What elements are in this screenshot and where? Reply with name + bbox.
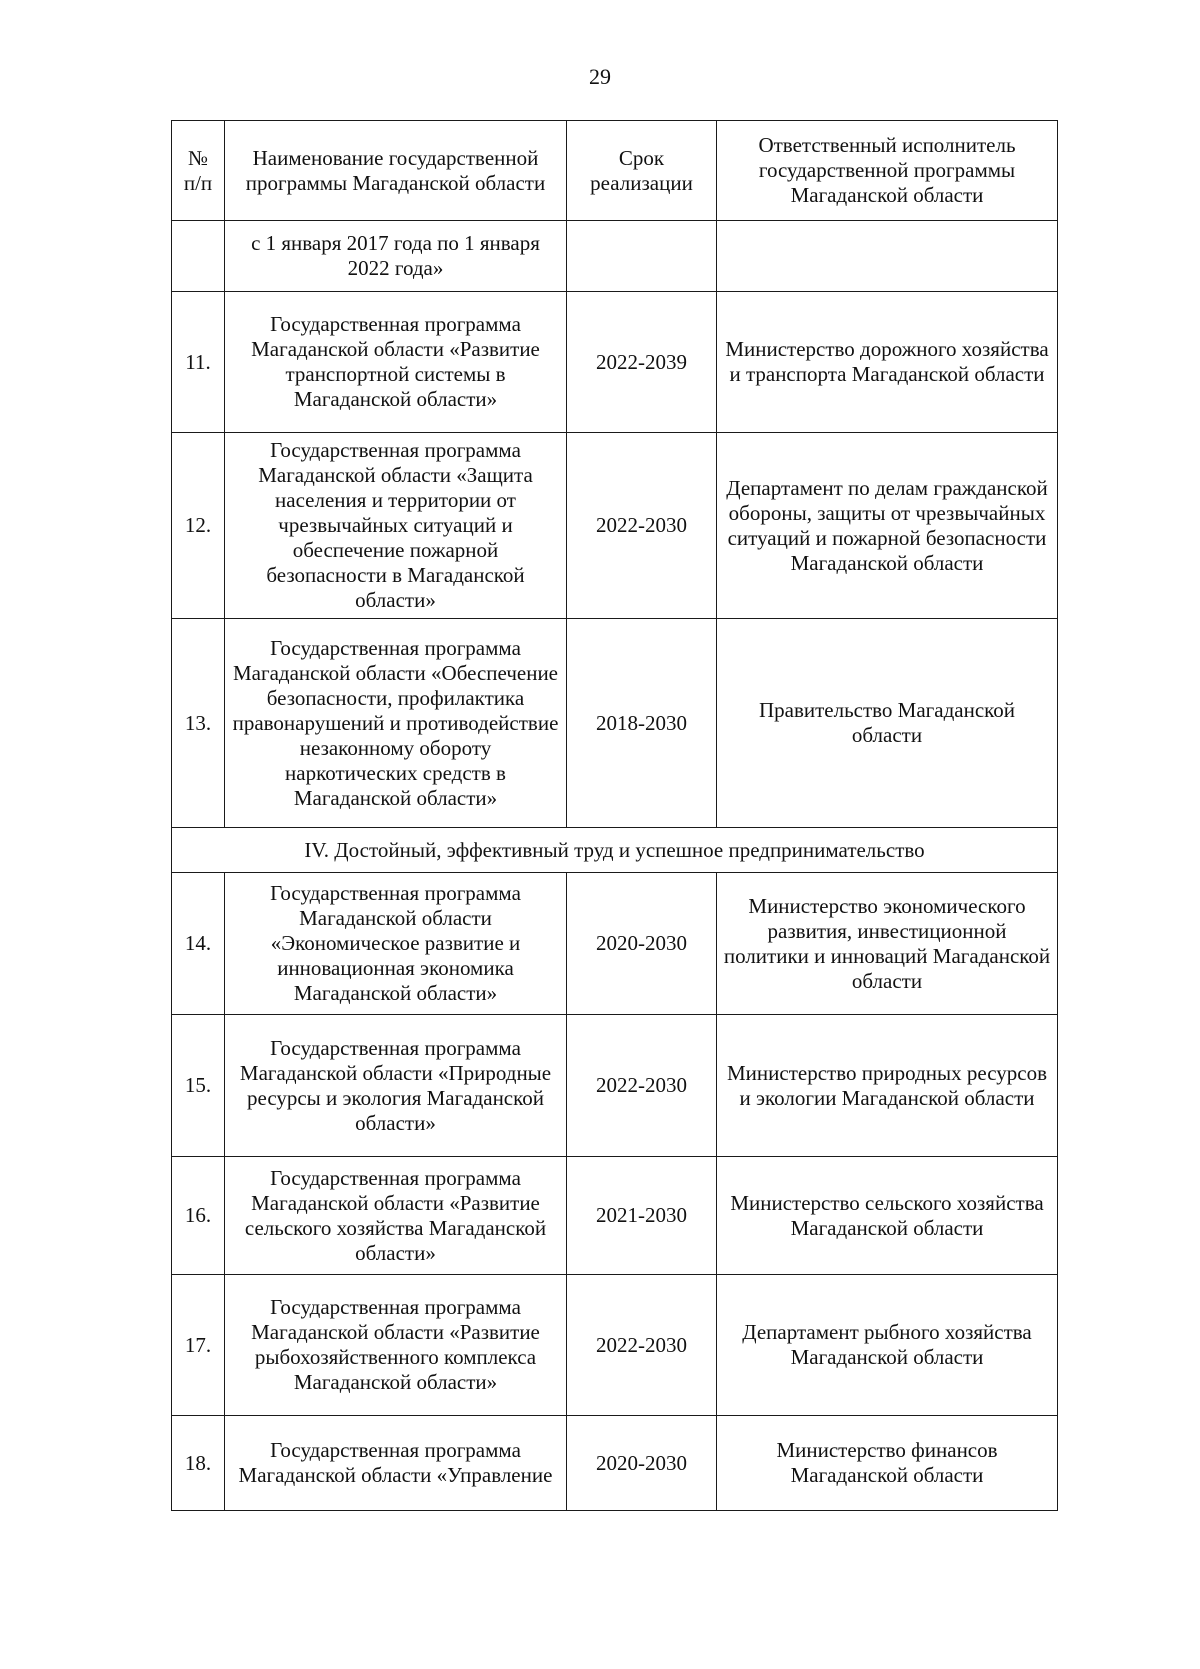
row-number: 17. (172, 1275, 225, 1416)
row-responsible: Департамент по делам гражданской обороны, защиты от чрезвычайных ситуаций и пожарной безопасности Магаданской области (717, 433, 1058, 619)
section-heading-row (172, 828, 1058, 873)
continuation-number-cell (172, 221, 225, 292)
row-responsible: Министерство дорожного хозяйства и транспорта Магаданской области (717, 292, 1058, 433)
row-program-name: Государственная программа Магаданской области «Обеспечение безопасности, профилактика правонарушений и противодействие незаконному обороту наркотических средств в Магаданской области» (225, 619, 567, 828)
header-responsible: Ответственный исполнитель государственной программы Магаданской области (717, 121, 1058, 221)
row-term: 2020-2030 (567, 1416, 717, 1511)
row-program-name: Государственная программа Магаданской области «Развитие сельского хозяйства Магаданской области» (225, 1157, 567, 1275)
row-program-name: Государственная программа Магаданской области «Защита населения и территории от чрезвычайных ситуаций и обеспечение пожарной безопасности в Магаданской области» (225, 433, 567, 619)
header-program-name: Наименование государственной программы Магаданской области (225, 121, 567, 221)
table-row (172, 1015, 1058, 1157)
continuation-term-cell (567, 221, 717, 292)
table-row (172, 1157, 1058, 1275)
row-responsible: Министерство природных ресурсов и экологии Магаданской области (717, 1015, 1058, 1157)
row-term: 2022-2030 (567, 1275, 717, 1416)
table-header-row (172, 121, 1058, 221)
page-number: 29 (589, 64, 611, 89)
row-responsible: Министерство сельского хозяйства Магаданской области (717, 1157, 1058, 1275)
row-program-name: Государственная программа Магаданской области «Управление (225, 1416, 567, 1511)
row-program-name: Государственная программа Магаданской области «Экономическое развитие и инновационная экономика Магаданской области» (225, 873, 567, 1015)
row-number: 13. (172, 619, 225, 828)
row-term: 2021-2030 (567, 1157, 717, 1275)
table-row (172, 619, 1058, 828)
row-term: 2020-2030 (567, 873, 717, 1015)
continuation-name-cell: с 1 января 2017 года по 1 января 2022 года» (225, 221, 567, 292)
continuation-responsible-cell (717, 221, 1058, 292)
row-number: 18. (172, 1416, 225, 1511)
row-number: 16. (172, 1157, 225, 1275)
programs-table (171, 120, 1058, 1511)
row-program-name: Государственная программа Магаданской области «Природные ресурсы и экология Магаданской области» (225, 1015, 567, 1157)
row-number: 12. (172, 433, 225, 619)
row-responsible: Департамент рыбного хозяйства Магаданской области (717, 1275, 1058, 1416)
row-term: 2022-2030 (567, 433, 717, 619)
row-responsible: Правительство Магаданской области (717, 619, 1058, 828)
header-term: Срок реализации (567, 121, 717, 221)
row-program-name: Государственная программа Магаданской области «Развитие рыбохозяйственного комплекса Магаданской области» (225, 1275, 567, 1416)
table-row (172, 1275, 1058, 1416)
row-program-name: Государственная программа Магаданской области «Развитие транспортной системы в Магаданской области» (225, 292, 567, 433)
continuation-row (172, 221, 1058, 292)
row-number: 11. (172, 292, 225, 433)
row-number: 15. (172, 1015, 225, 1157)
section-heading: IV. Достойный, эффективный труд и успешное предпринимательство (172, 828, 1058, 873)
row-responsible: Министерство экономического развития, инвестиционной политики и инноваций Магаданской области (717, 873, 1058, 1015)
row-term: 2022-2030 (567, 1015, 717, 1157)
row-number: 14. (172, 873, 225, 1015)
table-row (172, 1416, 1058, 1511)
table-row (172, 433, 1058, 619)
table-row (172, 292, 1058, 433)
header-number: № п/п (172, 121, 225, 221)
row-term: 2022-2039 (567, 292, 717, 433)
row-responsible: Министерство финансов Магаданской области (717, 1416, 1058, 1511)
row-term: 2018-2030 (567, 619, 717, 828)
table-row (172, 873, 1058, 1015)
